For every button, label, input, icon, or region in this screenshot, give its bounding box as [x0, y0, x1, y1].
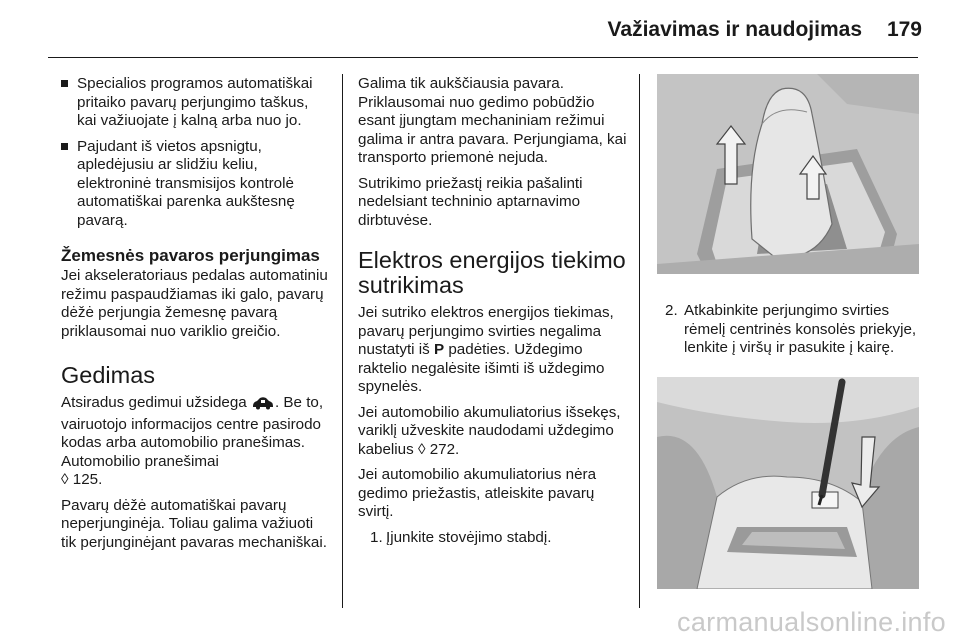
- column-left: [61, 75, 331, 559]
- step-text: Atkabinkite perjungimo svirties rėmelį centrinės konsolės priekyje, lenkite į viršų ir pasukite į kairę.: [684, 302, 917, 356]
- screwdriver-console-illustration: [657, 377, 919, 589]
- watermark: carmanualsonline.info: [677, 607, 946, 637]
- power-paragraph-3: Jei automobilio akumuliatorius nėra gedimo priežastis, atleiskite pavarų svirtį.: [358, 466, 597, 520]
- step-text: Įjunkite stovėjimo stabdį.: [386, 528, 552, 546]
- step-number: 1.: [370, 528, 383, 546]
- downshift-paragraph: Jei akseleratoriaus pedalas automatiniu režimu paspaudžiamas iki galo, pavarų dėžė perjungia žemesnę pavarą priklausomai nuo variklio greičio.: [61, 267, 328, 340]
- header-rule: [48, 57, 918, 58]
- gear-selector-illustration: [657, 74, 919, 274]
- header-title: Važiavimas ir naudojimas: [607, 18, 862, 41]
- fault-text-b: . Be to, vairuotojo informacijos centre pasirodo kodas arba automobilio pranešimas. Automobilio pranešimai: [61, 394, 324, 470]
- page-number: 179: [886, 18, 922, 41]
- bullet-text: Specialios programos automatiškai pritaiko pavarų perjungimo taškus, kai važiuojate į kalną arba nuo jo.: [77, 75, 313, 129]
- power-paragraph-2: [358, 404, 630, 460]
- gear-paragraph-1: Galima tik aukščiausia pavara. Priklausomai nuo gedimo pobūdžio esant įjungtam mechaniniam režimui galima ir antra pavara. Perjungiama, kai transporto priemonė nejuda.: [358, 75, 627, 166]
- column-middle: [358, 75, 630, 554]
- column-divider-right: [639, 74, 640, 608]
- step-number: 2.: [665, 302, 678, 319]
- section-heading-power-failure: Elektros energijos tiekimo sutrikimas: [358, 247, 626, 298]
- car-fault-icon: [251, 396, 275, 416]
- section-heading-downshift: Žemesnės pavaros perjungimas: [61, 246, 320, 265]
- fault-text-a: Atsiradus gedimui užsidega: [61, 394, 247, 411]
- bullet-item: [61, 75, 331, 131]
- bullet-item: [61, 138, 331, 231]
- fault-paragraph-1: [61, 394, 331, 490]
- step-item: [665, 302, 927, 358]
- bullet-square-icon: [61, 80, 68, 87]
- bullet-text: Pajudant iš vietos apsnigtu, apledėjusiu ar slidžiu keliu, elektroninė transmisijos kontrolė automatiškai parenka aukštesnę pavarą.: [77, 137, 295, 229]
- ref-arrow-icon: ◊: [417, 440, 426, 458]
- column-divider-left: [342, 74, 343, 608]
- battery-text: Jei automobilio akumuliatorius išsekęs, variklį užveskite naudodami uždegimo kabelius: [358, 403, 621, 458]
- page-reference: 272.: [429, 440, 460, 458]
- ref-arrow-icon: ◊: [61, 471, 69, 488]
- park-position-label: P: [433, 341, 445, 358]
- power-text-b: padėties. Uždegimo raktelio negalėsite išimti iš uždegimo spynelės.: [358, 341, 605, 395]
- section-heading-fault: Gedimas: [61, 362, 156, 388]
- power-text-a: Jei sutriko elektros energijos tiekimas, pavarų perjungimo svirties negalima nustatyti iš: [358, 304, 614, 358]
- step-item: [358, 529, 630, 548]
- bullet-square-icon: [61, 143, 68, 150]
- power-paragraph-1: [358, 304, 630, 397]
- page-reference: 125.: [72, 471, 103, 488]
- fault-paragraph-2: Pavarų dėžė automatiškai pavarų neperjunginėja. Toliau galima važiuoti tik perjunginėjant pavaras mechaniškai.: [61, 496, 327, 551]
- gear-paragraph-2: Sutrikimo priežastį reikia pašalinti nedelsiant techninio aptarnavimo dirbtuvėse.: [358, 174, 583, 229]
